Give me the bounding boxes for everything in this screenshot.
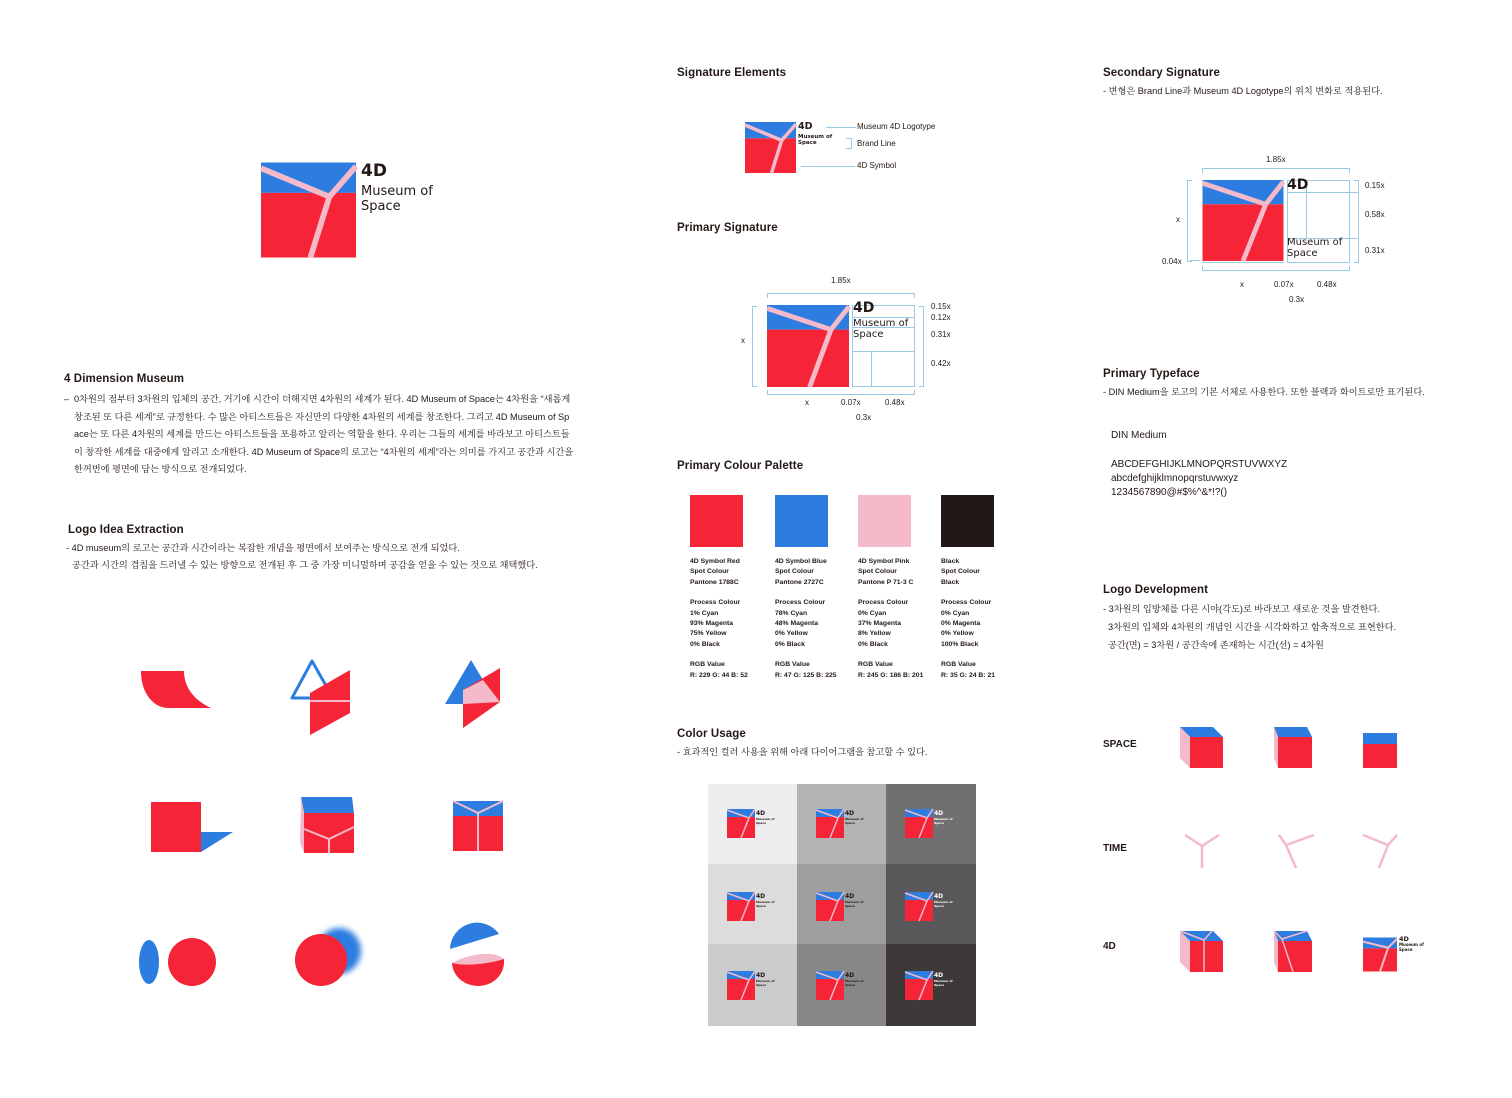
section-title-colour-palette: Primary Colour Palette (677, 460, 804, 472)
main-logo (261, 162, 461, 258)
svg-text:4D: 4D (845, 893, 855, 900)
idea-extraction-line-1: - 4D museum의 로고는 공간과 시간이라는 복잡한 개념을 평면에서 보여주는 방식으로 전개 되었다. (66, 543, 460, 553)
svg-text:4D: 4D (756, 972, 766, 979)
svg-text:Museum of: Museum of (756, 979, 775, 983)
section-title-primary-signature: Primary Signature (677, 222, 778, 234)
svg-text:Space: Space (756, 904, 767, 908)
4d-final-logo: 4D Museum of Space (1363, 937, 1433, 973)
4d-symbol-icon (767, 305, 849, 387)
space-square-icon (1363, 733, 1398, 769)
blurred-circle-icon (295, 928, 361, 988)
4d-symbol-icon (745, 122, 796, 173)
svg-text:Space: Space (756, 821, 767, 825)
svg-text:4D: 4D (934, 810, 944, 817)
color-usage-desc: - 효과적인 컬러 사용을 위해 아래 다이어그램을 참고할 수 있다. (677, 747, 928, 757)
typeface-specimen: ABCDEFGHIJKLMNOPQRSTUVWXYZ abcdefghijklmnopqrstuvwxyz 1234567890@#$%^&*!?() (1111, 459, 1288, 498)
svg-text:4D: 4D (934, 972, 944, 979)
swatch-info-black: Black Spot Colour Black Process Colour 0% Cyan 0% Magenta 0% Yellow 100% Black RGB Value R: 35 G: 24 B: 21 (941, 558, 996, 679)
svg-text:Space: Space (845, 983, 856, 987)
swatch-info-red: 4D Symbol Red Spot Colour Pantone 1788C Process Colour 1% Cyan 93% Magenta 75% Yellow 0% Black RGB Value R: 229 G: 44 B: 52 (690, 558, 748, 679)
svg-text:4D: 4D (845, 972, 855, 979)
swatch-blue (775, 495, 828, 547)
section-title-idea-extraction: Logo Idea Extraction (68, 524, 184, 536)
bullet-dash: – (64, 394, 70, 404)
cube-y-icon (299, 795, 355, 855)
label-4d-symbol: 4D Symbol (857, 161, 897, 170)
swatch-info-pink: 4D Symbol Pink Spot Colour Pantone P 71-3 C Process Colour 0% Cyan 37% Magenta 8% Yellow 0% Black RGB Value R: 245 G: 186 B: 201 (858, 558, 924, 679)
development-line-3: 공간(면) = 3차원 / 공간속에 존재하는 시간(선) = 4차원 (1108, 640, 1324, 650)
svg-text:Space: Space (934, 983, 945, 987)
flat-cube-y-icon (453, 801, 503, 853)
mini-logo (816, 971, 866, 1001)
section-title-color-usage: Color Usage (677, 728, 746, 740)
swatch-black (941, 495, 994, 547)
svg-text:Museum of: Museum of (845, 979, 864, 983)
svg-text:Museum of: Museum of (934, 900, 953, 904)
4d-symbol-icon (1363, 937, 1397, 972)
signature-elements-diagram: 4D Museum of Space Museum 4D Logotype Brand Line 4D Symbol (745, 122, 965, 177)
mini-logo (727, 971, 777, 1001)
svg-text:Space: Space (845, 904, 856, 908)
row-label-4d: 4D (1103, 941, 1116, 952)
section-title-signature-elements: Signature Elements (677, 67, 787, 79)
4d-symbol-icon (1202, 180, 1284, 261)
section-title-dimension-museum: 4 Dimension Museum (64, 373, 185, 385)
svg-text:Museum of: Museum of (845, 817, 864, 821)
swatch-info-blue: 4D Symbol Blue Spot Colour Pantone 2727C Process Colour 78% Cyan 48% Magenta 0% Yellow 0% Black RGB Value R: 47 G: 125 B: 225 (775, 558, 837, 679)
label-logotype: Museum 4D Logotype (857, 122, 936, 131)
logotype-4d: 4D (361, 161, 387, 181)
secondary-signature-diagram: 1.85x x 0.04x 4D Museum of Space 0.15x 0.58x 0.31x x 0.07x 0.48x 0.3x (1162, 155, 1385, 304)
space-cube-3d-icon (1180, 727, 1224, 769)
square-shadow-icon (151, 802, 235, 854)
quarter-curve-shape-icon (141, 671, 213, 711)
time-y-logo-icon (1363, 834, 1403, 870)
svg-text:Museum of: Museum of (845, 900, 864, 904)
brand-line-2: Space (361, 198, 401, 214)
time-y-tilted-icon (1278, 834, 1318, 870)
svg-text:Museum of: Museum of (934, 979, 953, 983)
row-label-space: SPACE (1103, 739, 1137, 750)
mini-logo (905, 892, 955, 922)
svg-text:Museum of: Museum of (934, 817, 953, 821)
dimension-museum-body: 0차원의 점부터 3차원의 입체의 공간, 거기에 시간이 더해지면 4차원의 세계가 된다. 4D Museum of Space는 4차원을 “새롭게 창조된 또 다른 세계”로 규정한다. 수 많은 아티스트들은 자신만의 다양한 4차원의 세계를 창조한다. 그리고 4D Museum of Sp ace는 또 다른 4차원의 세계를 만드는 아티스트들을 포용하고 알리는 역할을 한다. 우리는 그들의 세계를 바라보고 아티스트들 이 창작한 세계를 대중에게 알리고 소개한다. 4D Museum of Space의 로고는 “4차원의 세계”라는 의미를 가지고 공간과 시간을 한꺼번에 평면에 담는 방식으로 전개되었다. (74, 394, 574, 474)
4d-cube-3d-icon (1180, 931, 1224, 973)
svg-text:4D: 4D (756, 893, 766, 900)
development-line-1: - 3차원의 입방체를 다른 시야(각도)로 바라보고 새로운 것을 발견한다. (1103, 604, 1380, 614)
mini-logo (816, 809, 866, 839)
secondary-signature-desc: - 변형은 Brand Line과 Museum 4D Logotype의 위치 변화로 적용된다. (1103, 86, 1383, 96)
brand-line-1: Museum of (361, 183, 433, 199)
svg-text:4D: 4D (756, 810, 766, 817)
mini-logo (727, 892, 777, 922)
mini-logo (905, 809, 955, 839)
svg-text:4D: 4D (934, 893, 944, 900)
svg-text:Space: Space (934, 904, 945, 908)
triangle-overlap-icon (445, 658, 503, 732)
svg-text:Museum of: Museum of (756, 817, 775, 821)
split-sphere-icon (447, 917, 505, 993)
primary-signature-diagram: 1.85x x 4D Museum of Space 0.15x 0.12x 0.31x 0.42x x 0.07x 0.48x 0.3x (741, 276, 951, 422)
space-cube-side-icon (1274, 727, 1314, 769)
color-usage-grid (708, 784, 976, 1026)
section-title-secondary-signature: Secondary Signature (1103, 67, 1220, 79)
4d-symbol-icon (261, 162, 356, 258)
section-title-typeface: Primary Typeface (1103, 368, 1200, 380)
label-brand-line: Brand Line (857, 139, 896, 148)
development-line-2: 3차원의 입체와 4차원의 개념인 시간을 시각화하고 함축적으로 표현한다. (1108, 622, 1397, 632)
svg-text:Space: Space (845, 821, 856, 825)
triangle-outline-parallelogram-icon (290, 658, 352, 738)
idea-extraction-line-2: 공간과 시간의 겹침을 드러낼 수 있는 방향으로 전개된 후 그 중 가장 미니멀하며 공감을 얻을 수 있는 것으로 채택했다. (72, 560, 538, 570)
mini-logo (727, 809, 777, 839)
swatch-pink (858, 495, 911, 547)
mini-logo (816, 892, 866, 922)
section-title-logo-development: Logo Development (1103, 584, 1209, 596)
svg-text:Space: Space (934, 821, 945, 825)
svg-text:4D: 4D (845, 810, 855, 817)
time-y-icon (1184, 834, 1224, 870)
svg-text:Space: Space (756, 983, 767, 987)
ellipse-circle-icon (139, 938, 219, 988)
mini-logo (905, 971, 955, 1001)
typeface-desc: - DIN Medium을 로고의 기본 서체로 사용한다. 또한 블랙과 화이트로만 표기된다. (1103, 387, 1425, 397)
row-label-time: TIME (1103, 843, 1127, 854)
typeface-name: DIN Medium (1111, 430, 1167, 441)
svg-text:Museum of: Museum of (756, 900, 775, 904)
4d-cube-side-icon (1274, 931, 1314, 973)
swatch-red (690, 495, 743, 547)
